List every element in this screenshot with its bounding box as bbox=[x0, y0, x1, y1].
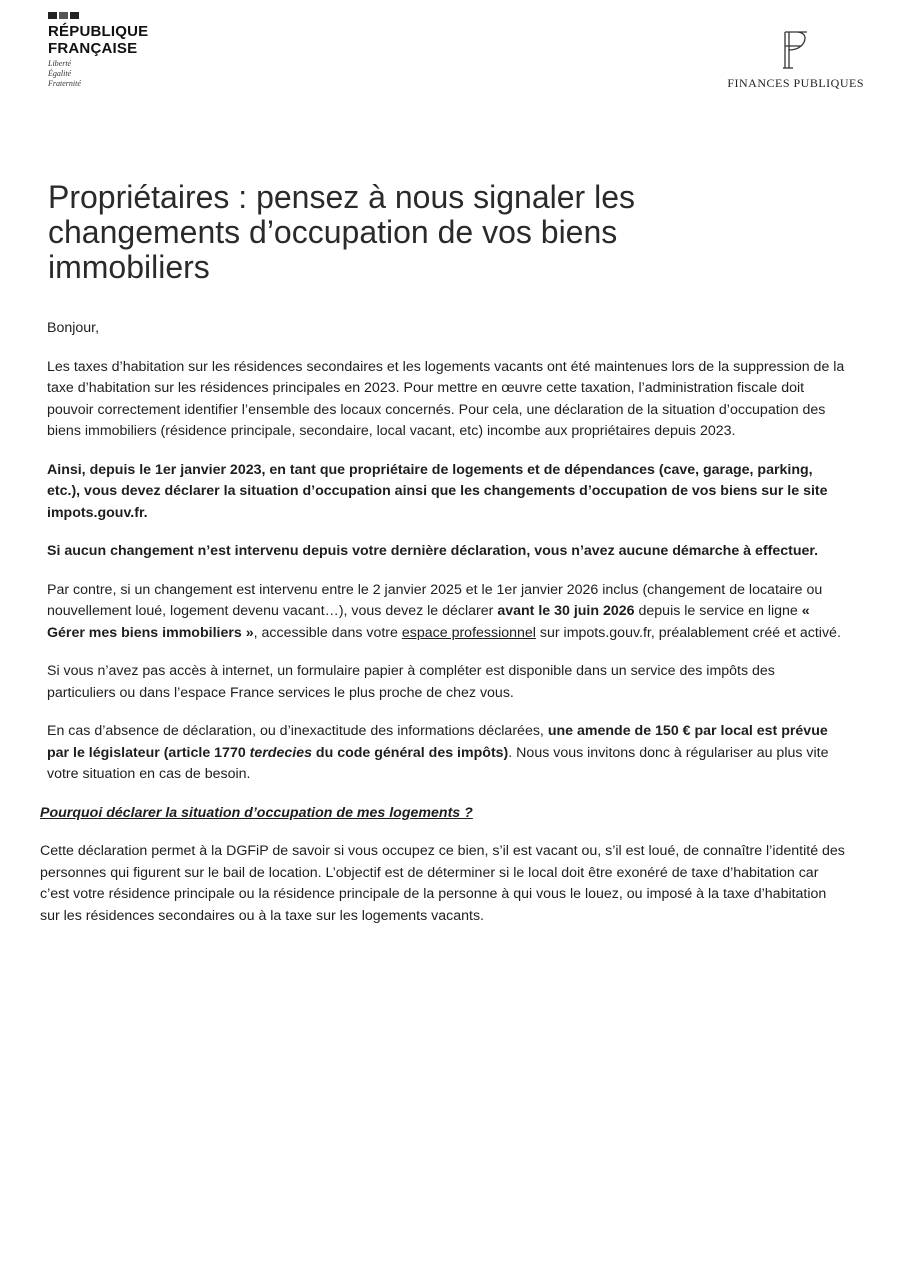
penalty-terdecies: terdecies bbox=[249, 744, 312, 761]
finances-publiques-emblem-icon bbox=[779, 28, 813, 72]
paragraph-penalty bbox=[47, 721, 847, 786]
paragraph-purpose: Cette déclaration permet à la DGFiP de savoir si vous occupez ce bien, s’il est vacant ou, s’il est loué, de connaître l’identité des personnes qui figurent sur le bail de location. L’objectif est de déterminer si le local doit être exonéré de taxe d’habitation car c’est votre résidence principale ou la résidence principale de la personne à qui vous le louez, ou imposé à la taxe d’habitation sur les résidences secondaires ou à la taxe sur les logements vacants. bbox=[40, 843, 845, 924]
motto-fraternite: Fraternité bbox=[48, 79, 81, 88]
section-title-why: Pourquoi déclarer la situation d’occupation de mes logements ? bbox=[40, 804, 473, 821]
paragraph-taxes-context: Les taxes d’habitation sur les résidences secondaires et les logements vacants ont été maintenues lors de la suppression de la taxe d’habitation sur les résidences principales en 2023. Pour mettre en œuvre cette taxation, l’administration fiscale doit pouvoir correctement identifier l’ensemble des locaux concernés. Pour cela, une déclaration de la situation d’occupation des biens immobiliers (résidence principale, secondaire, local vacant, etc) incombe aux propriétaires depuis 2023. bbox=[47, 358, 845, 439]
service-name: « Gérer mes biens immobiliers » bbox=[47, 603, 810, 641]
document-body bbox=[40, 318, 847, 944]
p4-text-c: depuis le service en ligne bbox=[634, 603, 802, 619]
p4-text-a: Par contre, si un changement est intervenu entre le 2 janvier 2025 et le 1er janvier 2026 inclus (changement de locataire ou nouvellement loué, logement devenu vacant…), vous devez le déclarer bbox=[47, 581, 823, 619]
finances-publiques-logo bbox=[727, 28, 864, 91]
penalty-code: du code général des impôts) bbox=[311, 744, 509, 761]
p4-text-f: sur impots.gouv.fr, préalablement créé et activé. bbox=[535, 624, 841, 641]
finances-publiques-text: FINANCES PUBLIQUES bbox=[727, 76, 864, 90]
paragraph-paper-form: Si vous n’avez pas accès à internet, un formulaire papier à compléter est disponible dans un service des impôts des particuliers ou dans l’espace France services le plus proche de chez vous. bbox=[47, 663, 775, 701]
paragraph-change-deadline bbox=[47, 580, 847, 645]
p6-text-e: . Nous vous invitons donc à régulariser au plus vite votre situation en cas de besoin. bbox=[47, 744, 829, 782]
motto-egalite: Égalité bbox=[48, 69, 72, 78]
republique-francaise-logo bbox=[48, 12, 148, 89]
motto-liberte: Liberté bbox=[48, 59, 72, 68]
paragraph-obligation: Ainsi, depuis le 1er janvier 2023, en tant que propriétaire de logements et de dépendances (cave, garage, parking, etc.), vous devez déclarer la situation d’occupation ainsi que les changements d’occupation de vos biens sur le site impots.gouv.fr. bbox=[47, 461, 828, 521]
p6-text-a: En cas d’absence de déclaration, ou d’inexactitude des informations déclarées, bbox=[47, 723, 548, 739]
rf-republique: RÉPUBLIQUE bbox=[48, 23, 149, 40]
greeting: Bonjour, bbox=[47, 320, 100, 336]
document-title: Propriétaires : pensez à nous signaler les changements d’occupation de vos biens immobiliers bbox=[48, 179, 635, 285]
rf-motto bbox=[48, 59, 148, 89]
penalty-amount: une amende de 150 € par local est prévue par le législateur (article 1770 bbox=[47, 723, 828, 761]
deadline-date: avant le 30 juin 2026 bbox=[497, 603, 635, 619]
p4-text-e: , accessible dans votre bbox=[253, 624, 402, 641]
espace-professionnel-link[interactable]: espace professionnel bbox=[401, 624, 536, 641]
rf-francaise: FRANÇAISE bbox=[48, 40, 138, 57]
marianne-flag-icon bbox=[48, 12, 148, 19]
paragraph-no-change: Si aucun changement n’est intervenu depuis votre dernière déclaration, vous n’avez aucune démarche à effectuer. bbox=[47, 543, 819, 559]
